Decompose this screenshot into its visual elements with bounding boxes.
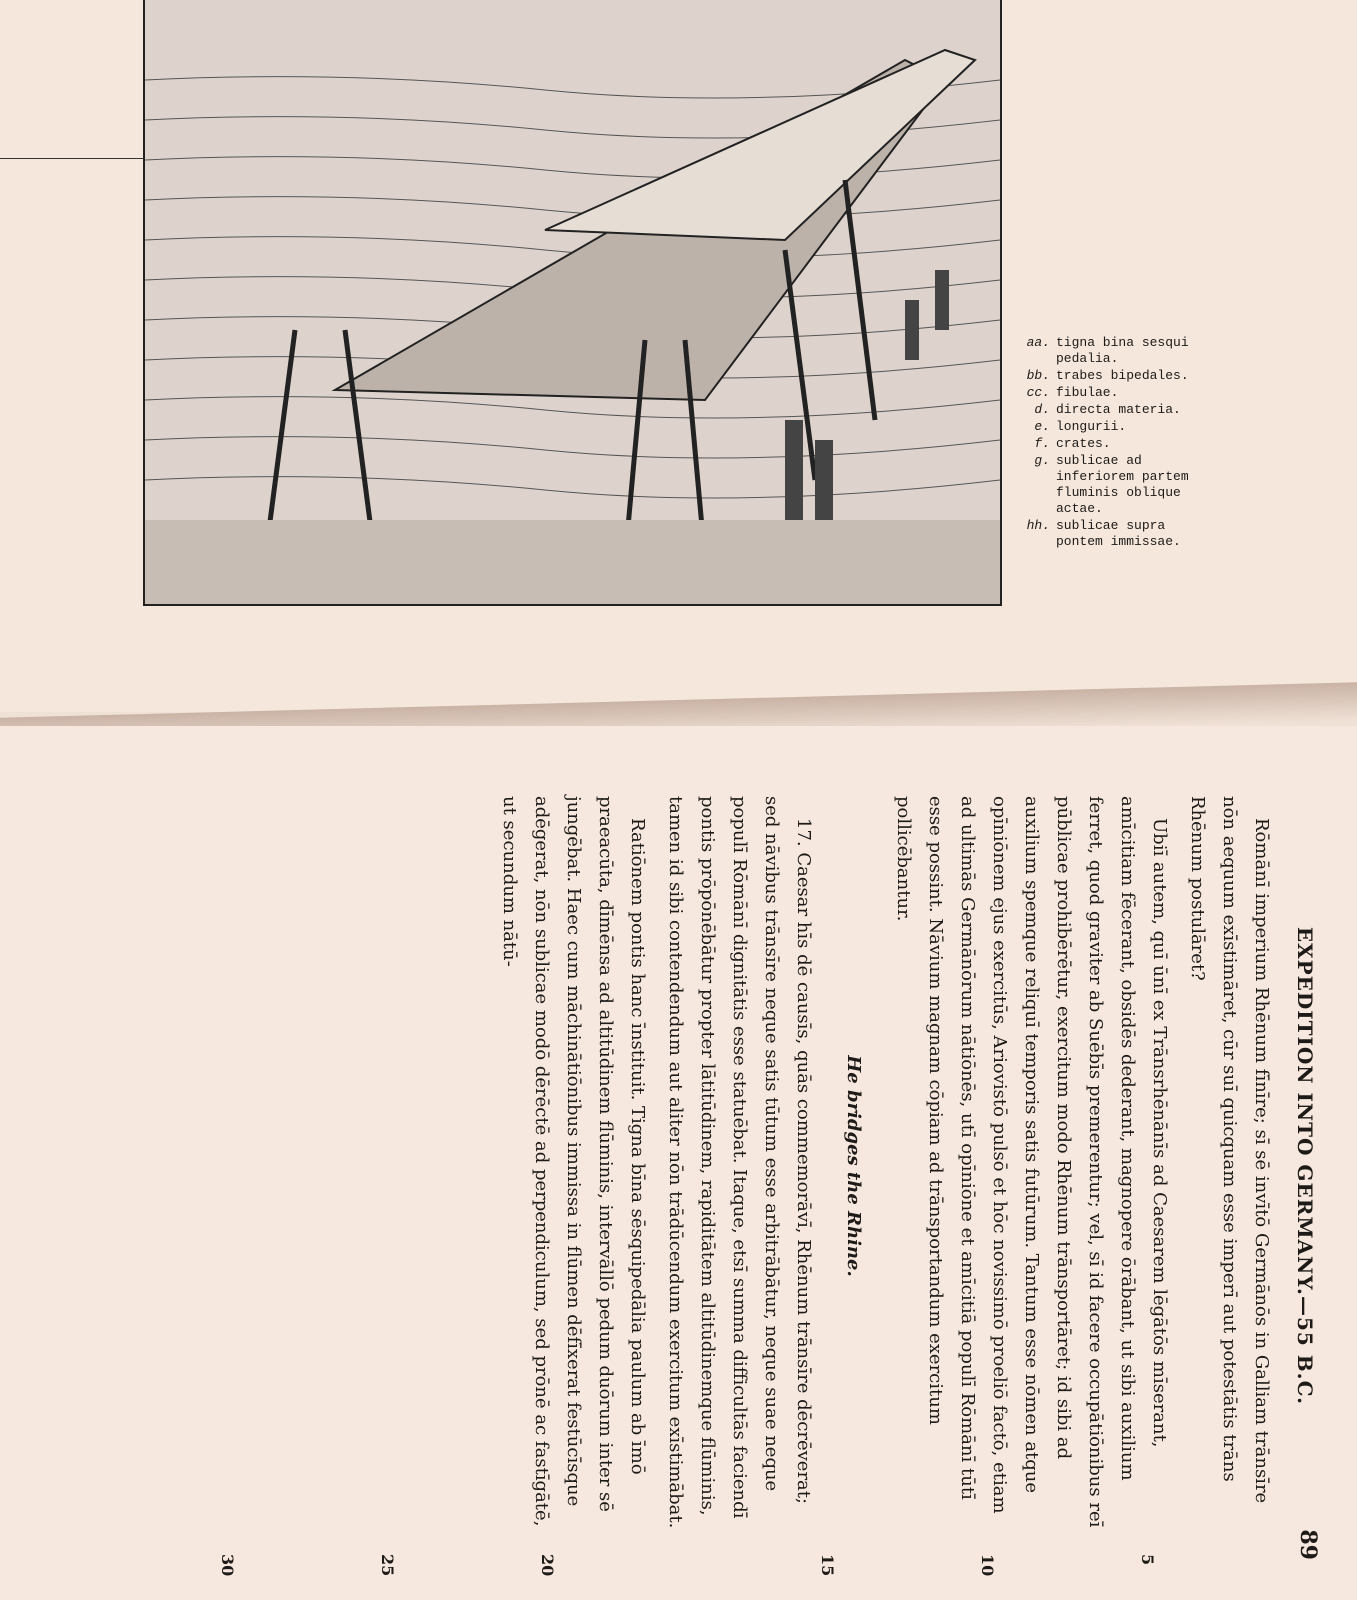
legend-text: tigna bina sesqui pedalia.	[1056, 335, 1189, 366]
line-number: 30	[218, 1554, 237, 1577]
line-number: 5	[1138, 1554, 1157, 1566]
line-number: 20	[538, 1554, 557, 1577]
legend-item	[1012, 419, 1202, 435]
bridge-illustration	[143, 0, 1002, 606]
page-number: 89	[1295, 1529, 1321, 1560]
legend-text: sublicae ad inferiorem partem fluminis oblique actae.	[1056, 453, 1189, 516]
legend-text: sublicae supra pontem immissae.	[1056, 518, 1181, 549]
legend-key: d.	[1034, 402, 1050, 417]
line-number: 25	[378, 1554, 397, 1577]
legend-text: fibulae.	[1056, 385, 1119, 400]
section-heading: He bridges the Rhine.	[843, 1055, 864, 1277]
legend-item	[1012, 436, 1202, 452]
legend-key: e.	[1034, 419, 1050, 434]
legend-item	[1012, 335, 1202, 367]
top-page	[0, 0, 1357, 712]
paragraph: Rōmānī imperium Rhēnum fīnīre; sī sē invītō Germānōs in Galliam trānsīre nōn aequum exīstimāret, cūr suī quicquam esse imperī aut potestātis trāns Rhēnum postulāret?	[1187, 796, 1272, 1504]
line-number: 15	[818, 1554, 837, 1577]
legend-text: directa materia.	[1056, 402, 1181, 417]
line-number: 10	[978, 1554, 997, 1577]
legend-text: longurii.	[1056, 419, 1127, 434]
rotated-text-page	[0, 726, 1357, 1600]
paragraph: Ubiī autem, quī ūnī ex Trānsrhēnānīs ad Caesarem lēgātōs mīserant, amīcitiam fēcerant, obsidēs dederant, magnopere ōrābant, ut sibi auxilium ferret, quod graviter ab Suēbīs premerentur; vel, sī id facere occupātiōnibus reī pūblicae prohibērētur, exercitum modo Rhēnum trānsportāret; id sibi ad auxilium spemque reliquī temporis satis futūrum. Tantum esse nōmen atque opīniōnem ejus exercitūs, Ariovistō pulsō et hōc novissimō proeliō factō, etiam ad ultimās Germānōrum nātiōnēs, utī opīniōne et amīcitiā populī Rōmānī tūtī esse possint. Nāvium magnam cōpiam ad trānsportandum exercitum pollicēbantur.	[893, 796, 1170, 1528]
legend-key: hh.	[1026, 518, 1050, 533]
legend-item	[1012, 385, 1202, 401]
legend-key: bb.	[1026, 368, 1050, 383]
page-header: EXPEDITION INTO GERMANY.—55 B.C.	[1293, 926, 1317, 1406]
bridge-drawing	[145, 0, 1000, 604]
legend-item	[1012, 518, 1202, 550]
legend-key: f.	[1034, 436, 1050, 451]
legend-text: crates.	[1056, 436, 1111, 451]
legend-key: g.	[1034, 453, 1050, 468]
legend-key: cc.	[1026, 385, 1050, 400]
paragraph: Ratiōnem pontis hanc īnstituit. Tigna bīna sēsquipedālia paulum ab īmō praeacūta, dīmēnsa ad altitūdinem flūminis, intervāllō pedum duōrum inter sē jungēbat. Haec cum māchinātiōnibus immissa in flūmen dēfīxerat festūcīsque adēgerat, nōn sublicae modō dērēctē ad perpendiculum, sed prōnē ac fastīgātē, ut secundum nātū-	[499, 796, 648, 1527]
legend-item	[1012, 368, 1202, 384]
paragraph: 17. Caesar hīs dē causīs, quās commemorāvī, Rhēnum trānsīre dēcrēverat; sed nāvibus trānsīre neque satis tūtum esse arbitrābātur, neque suae neque populī Rōmānī dignitātis esse statuēbat. Itaque, etsī summa difficultās faciendī pontis prōpōnēbātur propter lātitūdinem, rapiditātem altitūdinemque flūminis, tamen id sibi contendendum aut aliter nōn trādūcendum exercitum exīstimābat.	[665, 796, 814, 1529]
legend-text: trabes bipedales.	[1056, 368, 1189, 383]
legend-key: aa.	[1026, 335, 1050, 350]
rotated-page-wrapper	[0, 726, 1357, 1600]
legend-item	[1012, 402, 1202, 418]
text-body	[487, 796, 1277, 1536]
legend-item	[1012, 453, 1202, 517]
figure-legend	[1012, 335, 1202, 551]
